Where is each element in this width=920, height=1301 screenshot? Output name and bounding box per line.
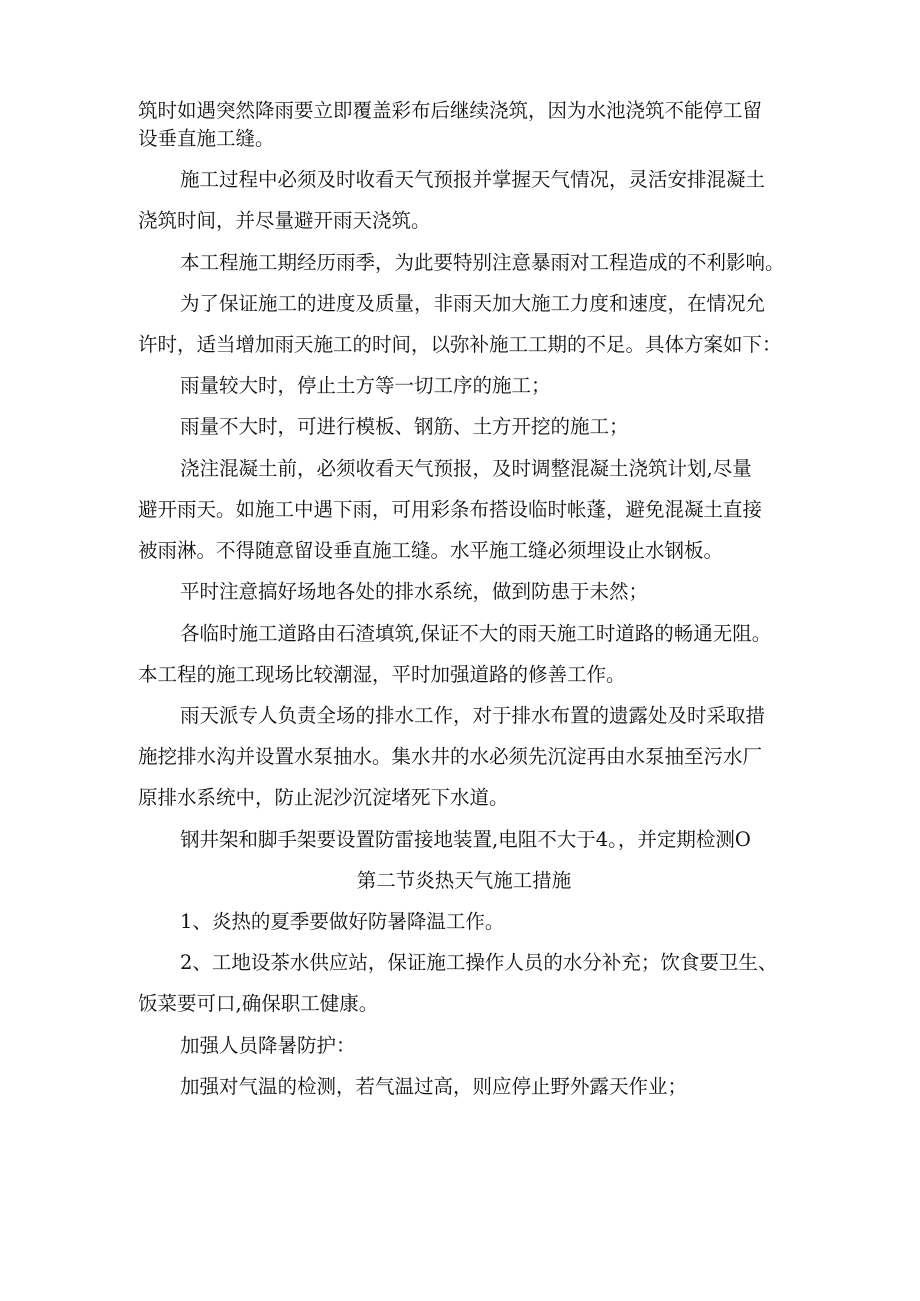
text-line: 2、工地设茶水供应站，保证施工操作人员的水分补充；饮食要卫生、 xyxy=(180,951,778,974)
text-line: 设垂直施工缝。 xyxy=(138,127,275,150)
text-line: 被雨淋。不得随意留设垂直施工缝。水平施工缝必须埋设止水钢板。 xyxy=(138,539,724,562)
text-line: 本工程的施工现场比较潮湿，平时加强道路的修善工作。 xyxy=(138,663,626,686)
text-line: 筑时如遇突然降雨要立即覆盖彩布后继续浇筑，因为水池浇筑不能停工留 xyxy=(138,99,763,122)
text-line: 雨天派专人负责全场的排水工作，对于排水布置的遗露处及时采取措 xyxy=(180,704,766,727)
section-heading: 第二节炎热天气施工措施 xyxy=(356,869,572,892)
text-line: 施挖排水沟并设置水泵抽水。集水井的水必须先沉淀再由水泵抽至污水厂 xyxy=(138,745,763,768)
text-line: 加强人员降暑防护： xyxy=(180,1034,356,1057)
text-line: 浇筑时间，并尽量避开雨天浇筑。 xyxy=(138,209,431,232)
text-line: 饭菜要可口,确保职工健康。 xyxy=(138,992,379,1015)
text-line: 施工过程中必须及时收看天气预报并掌握天气情况，灵活安排混凝土 xyxy=(180,168,766,191)
text-line: 浇注混凝土前，必须收看天气预报，及时调整混凝土浇筑计划,尽量 xyxy=(180,457,752,480)
text-line: 平时注意搞好场地各处的排水系统，做到防患于未然； xyxy=(180,580,649,603)
text-line: 雨量较大时，停止土方等一切工序的施工； xyxy=(180,374,551,397)
text-line: 许时，适当增加雨天施工的时间，以弥补施工工期的不足。具体方案如下： xyxy=(138,333,782,356)
text-line: 雨量不大时，可进行模板、钢筋、土方开挖的施工； xyxy=(180,415,629,438)
text-line: 为了保证施工的进度及质量，非雨天加大施工力度和速度，在情况允 xyxy=(180,292,766,315)
text-line: 本工程施工期经历雨季，为此要特别注意暴雨对工程造成的不利影响。 xyxy=(180,251,785,274)
text-line: 钢井架和脚手架要设置防雷接地装置,电阻不大于4。，并定期检测O xyxy=(180,828,751,851)
text-line: 1、炎热的夏季要做好防暑降温工作。 xyxy=(180,910,505,933)
text-line: 避开雨天。如施工中遇下雨，可用彩条布搭设临时帐蓬，避免混凝土直接 xyxy=(138,498,763,521)
text-line: 原排水系统中，防止泥沙沉淀堵死下水道。 xyxy=(138,786,509,809)
text-line: 各临时施工道路由石渣填筑,保证不大的雨天施工时道路的畅通无阻。 xyxy=(180,622,772,645)
text-line: 加强对气温的检测，若气温过高，则应停止野外露天作业； xyxy=(180,1075,688,1098)
